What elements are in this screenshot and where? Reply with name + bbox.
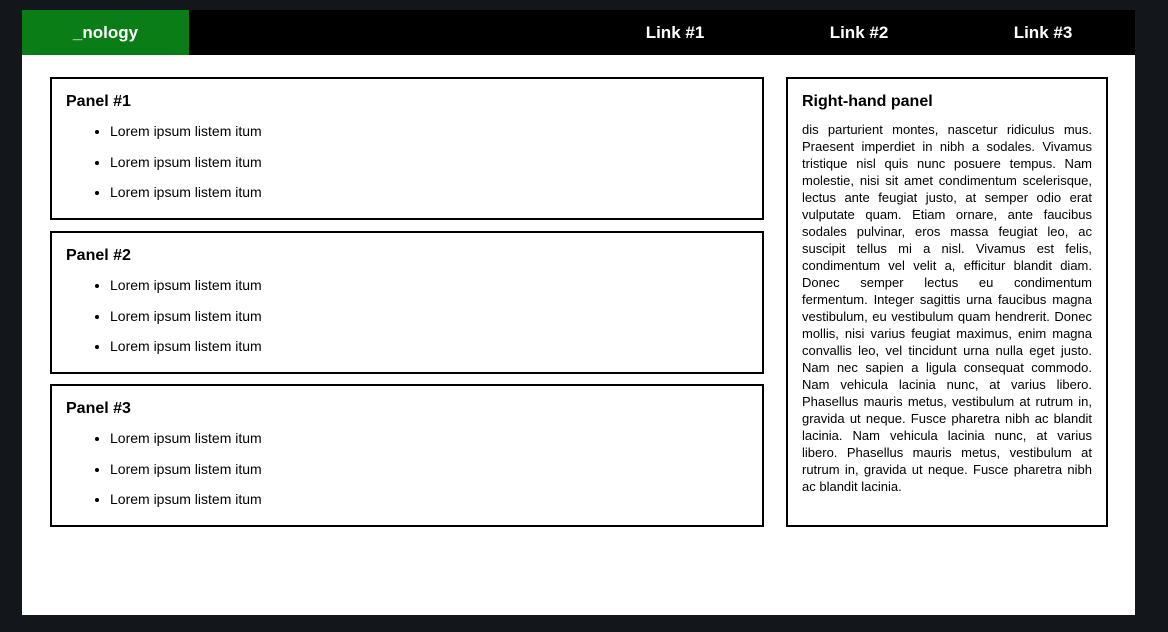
- panel-list: [52, 123, 262, 215]
- nav-link-3[interactable]: Link #3: [1013, 22, 1073, 42]
- right-hand-panel: [786, 77, 1108, 527]
- side-panel-text: dis parturient montes, nascetur ridiculus mus. Praesent imperdiet in nibh a sodales. Vivamus tristique nisl quis nunc posuere tempus. Nam molestie, nisi sit amet condimentum scelerisque, lectus ante feugiat justo, at semper odio erat vulputate quam. Etiam ornare, ante faucibus sodales pulvinar, eros massa feugiat leo, ac suscipit tellus mi a nisl. Vivamus est felis, condimentum vel velit a, efficitur blandit diam. Donec semper lectus eu condimentum fermentum. Integer sagittis urna faucibus magna vestibulum, eu vestibulum quam hendrerit. Donec mollis, nisi varius feugiat maximus, enim magna convallis leo, vel tincidunt urna nulla eget justo. Nam nec sapien a ligula consequat commodo. Nam vehicula lacinia nunc, at varius libero. Phasellus mauris metus, vestibulum at rutrum in, gravida ut neque. Fusce pharetra nibh ac blandit lacinia. Nam vehicula lacinia nunc, at varius libero. Phasellus mauris metus, vestibulum at rutrum in, gravida ut neque. Fusce pharetra nibh ac blandit lacinia.: [802, 122, 1092, 494]
- panel-2: [50, 231, 764, 374]
- list-item: • Lorem ipsum listem itum: [110, 154, 262, 185]
- list-item: • Lorem ipsum listem itum: [110, 277, 262, 308]
- panel-list: [52, 430, 262, 522]
- panel-title: Panel #1: [66, 93, 131, 110]
- side-panel-title: Right-hand panel: [802, 93, 933, 110]
- brand-logo-link[interactable]: _nology: [22, 10, 189, 55]
- panel-list: [52, 277, 262, 369]
- nav-link-2[interactable]: Link #2: [829, 22, 889, 42]
- list-item: • Lorem ipsum listem itum: [110, 430, 262, 461]
- list-item: • Lorem ipsum listem itum: [110, 184, 262, 215]
- panel-1: [50, 77, 764, 220]
- page: [22, 10, 1135, 615]
- list-item: • Lorem ipsum listem itum: [110, 461, 262, 492]
- panel-3: [50, 384, 764, 527]
- nav-link-1[interactable]: Link #1: [645, 22, 705, 42]
- list-item: • Lorem ipsum listem itum: [110, 308, 262, 339]
- panel-title: Panel #3: [66, 400, 131, 417]
- list-item: • Lorem ipsum listem itum: [110, 491, 262, 522]
- list-item: • Lorem ipsum listem itum: [110, 338, 262, 369]
- panel-title: Panel #2: [66, 247, 131, 264]
- list-item: • Lorem ipsum listem itum: [110, 123, 262, 154]
- top-navbar: [22, 10, 1135, 55]
